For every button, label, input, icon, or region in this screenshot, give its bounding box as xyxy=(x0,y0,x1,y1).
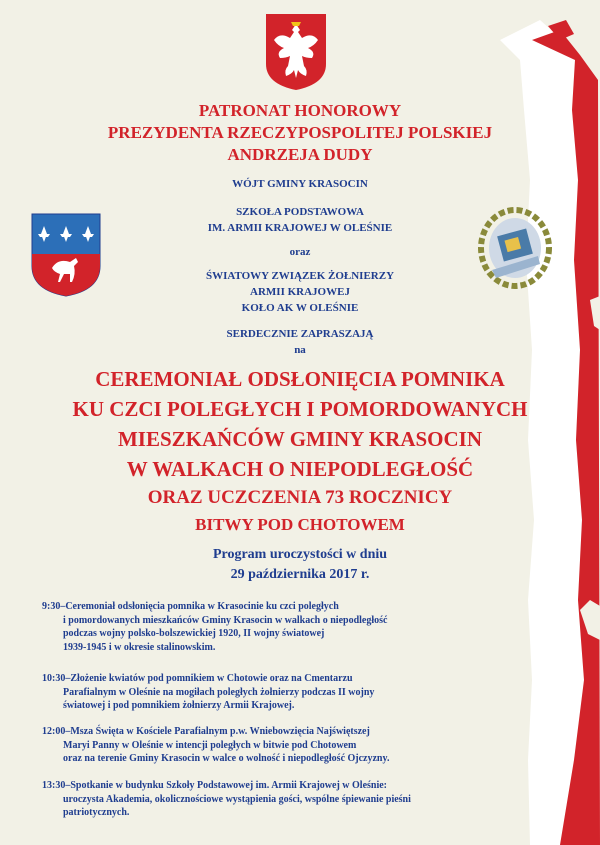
program-heading-line-2: 29 października 2017 r. xyxy=(230,567,370,582)
event-title-line-6: BITWY POD CHOTOWEM xyxy=(195,515,405,534)
event-title-line-5: ORAZ UCZCZENIA 73 ROCZNICY xyxy=(147,487,453,508)
program-item-1200 xyxy=(42,725,558,766)
program-item-line: podczas wojny polsko-bolszewickiej 1920, II wojny światowej xyxy=(63,628,325,639)
organizer-wojt: WÓJT GMINY KRASOCIN xyxy=(232,178,368,190)
polish-eagle-icon xyxy=(264,12,328,92)
program-item-1330 xyxy=(42,779,558,820)
program-item-line: 13:30–Spotkanie w budynku Szkoły Podstawowej im. Armii Krajowej w Oleśnie: xyxy=(42,780,388,791)
event-title-line-4: W WALKACH O NIEPODLEGŁOŚĆ xyxy=(126,457,474,481)
program-item-line: i pomordowanych mieszkańców Gminy Krasocin w walkach o niepodległość xyxy=(63,614,388,626)
program-item-1030 xyxy=(42,672,558,713)
program-item-0930 xyxy=(42,600,558,654)
organizer-swz-line-2: ARMII KRAJOWEJ xyxy=(250,286,350,298)
organizer-swz-line-1: ŚWIATOWY ZWIĄZEK ŻOŁNIERZY xyxy=(205,270,395,282)
organizer-szkola-line-1: SZKOŁA PODSTAWOWA xyxy=(236,206,364,218)
event-title-line-3: MIESZKAŃCÓW GMINY KRASOCIN xyxy=(117,427,483,451)
program-item-line: 12:00–Msza Święta w Kościele Parafialnym p.w. Wniebowzięcia Najświętszej xyxy=(42,726,370,737)
patronat-heading: PATRONAT HONOROWY xyxy=(198,101,402,120)
prezydent-heading: PREZYDENTA RZECZYPOSPOLITEJ POLSKIEJ xyxy=(107,123,493,142)
program-item-line: 10:30–Złożenie kwiatów pod pomnikiem w Chotowie oraz na Cmentarzu xyxy=(42,673,353,684)
program-item-line: Maryi Panny w Oleśnie w intencji poległych w bitwie pod Chotowem xyxy=(63,739,357,751)
program-item-line: światowej i pod pomnikiem żołnierzy Armii Krajowej. xyxy=(63,700,295,711)
program-heading-line-1: Program uroczystości w dniu xyxy=(212,547,388,562)
duda-heading: ANDRZEJA DUDY xyxy=(227,145,373,164)
invite-text: SERDECZNIE ZAPRASZAJĄ xyxy=(226,328,374,340)
oraz-text: oraz xyxy=(289,246,311,258)
program-item-line: 9:30–Ceremoniał odsłonięcia pomnika w Krasocinie ku czci poległych xyxy=(42,601,339,612)
program-item-line: 1939-1945 i w okresie stalinowskim. xyxy=(63,641,216,653)
program-item-line: patriotycznych. xyxy=(63,807,130,818)
program-item-line: uroczysta Akademia, okolicznościowe wystąpienia gości, wspólne śpiewanie pieśni xyxy=(63,793,411,805)
program-item-line: oraz na terenie Gminy Krasocin w walce o wolność i niepodległość Ojczyzny. xyxy=(63,753,390,764)
event-title-line-2: KU CZCI POLEGŁYCH I POMORDOWANYCH xyxy=(72,397,528,421)
organizer-szkola-line-2: IM. ARMII KRAJOWEJ W OLEŚNIE xyxy=(207,222,393,234)
event-title-line-1: CEREMONIAŁ ODSŁONIĘCIA POMNIKA xyxy=(95,367,505,391)
program-item-line: Parafialnym w Oleśnie na mogiłach poległych żołnierzy podczas II wojny xyxy=(63,686,375,698)
organizer-kolo: KOŁO AK W OLEŚNIE xyxy=(241,302,359,314)
na-text: na xyxy=(294,344,306,356)
